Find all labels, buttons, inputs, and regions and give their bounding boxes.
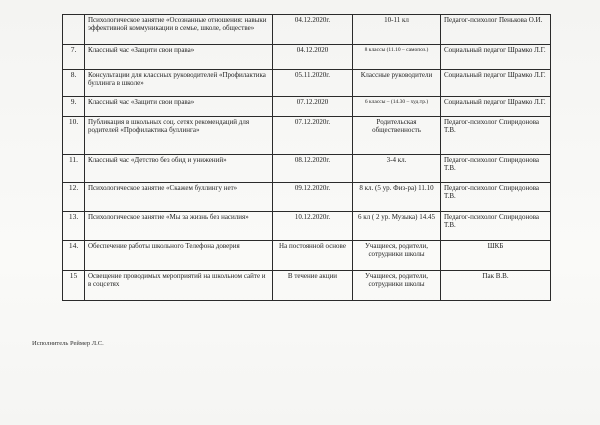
event-date: 09.12.2020г. <box>273 183 353 212</box>
row-number: 12. <box>63 183 85 212</box>
table-row <box>63 271 551 301</box>
table-row <box>63 15 551 45</box>
row-number: 14. <box>63 241 85 271</box>
event-responsible: ШКБ <box>441 241 551 271</box>
event-date: 08.12.2020г. <box>273 155 353 183</box>
event-audience: 8 кл. (5 ур. Физ-ра) 11.10 <box>353 183 441 212</box>
table-row <box>63 241 551 271</box>
row-number: 9. <box>63 97 85 117</box>
event-title: Психологическое занятие «Осознанные отношения: навыки эффективной коммуникации в семье, школе, обществе» <box>85 15 273 45</box>
event-title: Консультации для классных руководителей «Профилактика буллинга в школе» <box>85 70 273 97</box>
event-responsible: Пак В.В. <box>441 271 551 301</box>
event-responsible: Социальный педагог Шрамко Л.Г. <box>441 45 551 70</box>
event-date: 05.11.2020г. <box>273 70 353 97</box>
row-number <box>63 15 85 45</box>
event-title: Классный час «Детство без обид и унижений» <box>85 155 273 183</box>
event-audience: Родительская общественность <box>353 117 441 155</box>
event-title: Классный час «Защити свои права» <box>85 45 273 70</box>
event-date: 10.12.2020г. <box>273 212 353 241</box>
event-date: На постоянной основе <box>273 241 353 271</box>
event-audience: 3-4 кл. <box>353 155 441 183</box>
event-audience: 10-11 кл <box>353 15 441 45</box>
table-row <box>63 155 551 183</box>
events-table <box>62 14 551 301</box>
event-audience: 8 классы (11.10 – самопоз.) <box>353 45 441 70</box>
event-date: 07.12.2020г. <box>273 117 353 155</box>
table-row <box>63 117 551 155</box>
event-date: В течение акции <box>273 271 353 301</box>
table-row <box>63 183 551 212</box>
event-audience: Учащиеся, родители, сотрудники школы <box>353 271 441 301</box>
row-number: 15 <box>63 271 85 301</box>
event-title: Психологическое занятие «Мы за жизнь без насилия» <box>85 212 273 241</box>
event-date: 07.12.2020 <box>273 97 353 117</box>
event-date: 04.12.2020 <box>273 45 353 70</box>
event-audience: 6 классы – (14.30 – худ.тр.) <box>353 97 441 117</box>
event-title: Обеспечение работы школьного Телефона доверия <box>85 241 273 271</box>
event-audience: Классные руководители <box>353 70 441 97</box>
table-row <box>63 212 551 241</box>
row-number: 10. <box>63 117 85 155</box>
event-audience: Учащиеся, родители, сотрудники школы <box>353 241 441 271</box>
table-row <box>63 70 551 97</box>
event-title: Публикация в школьных соц. сетях рекомендаций для родителей «Профилактика буллинга» <box>85 117 273 155</box>
row-number: 7. <box>63 45 85 70</box>
event-responsible: Социальный педагог Шрамко Л.Г. <box>441 97 551 117</box>
event-audience: 6 кл ( 2 ур. Музыка) 14.45 <box>353 212 441 241</box>
table-row <box>63 45 551 70</box>
event-title: Классный час «Защити свои права» <box>85 97 273 117</box>
event-responsible: Педагог-психолог Спиридонова Т.В. <box>441 183 551 212</box>
event-date: 04.12.2020г. <box>273 15 353 45</box>
event-responsible: Педагог-психолог Спиридонова Т.В. <box>441 212 551 241</box>
table-row <box>63 97 551 117</box>
executor-note: Исполнитель Реймер Л.С. <box>32 340 104 347</box>
event-responsible: Педагог-психолог Пенькова О.И. <box>441 15 551 45</box>
event-title: Психологическое занятие «Скажем буллингу нет» <box>85 183 273 212</box>
row-number: 13. <box>63 212 85 241</box>
event-responsible: Педагог-психолог Спиридонова Т.В. <box>441 155 551 183</box>
row-number: 8. <box>63 70 85 97</box>
row-number: 11. <box>63 155 85 183</box>
event-responsible: Педагог-психолог Спиридонова Т.В. <box>441 117 551 155</box>
event-title: Освещение проводимых мероприятий на школьном сайте и в соцсетях <box>85 271 273 301</box>
event-responsible: Социальный педагог Шрамко Л.Г. <box>441 70 551 97</box>
